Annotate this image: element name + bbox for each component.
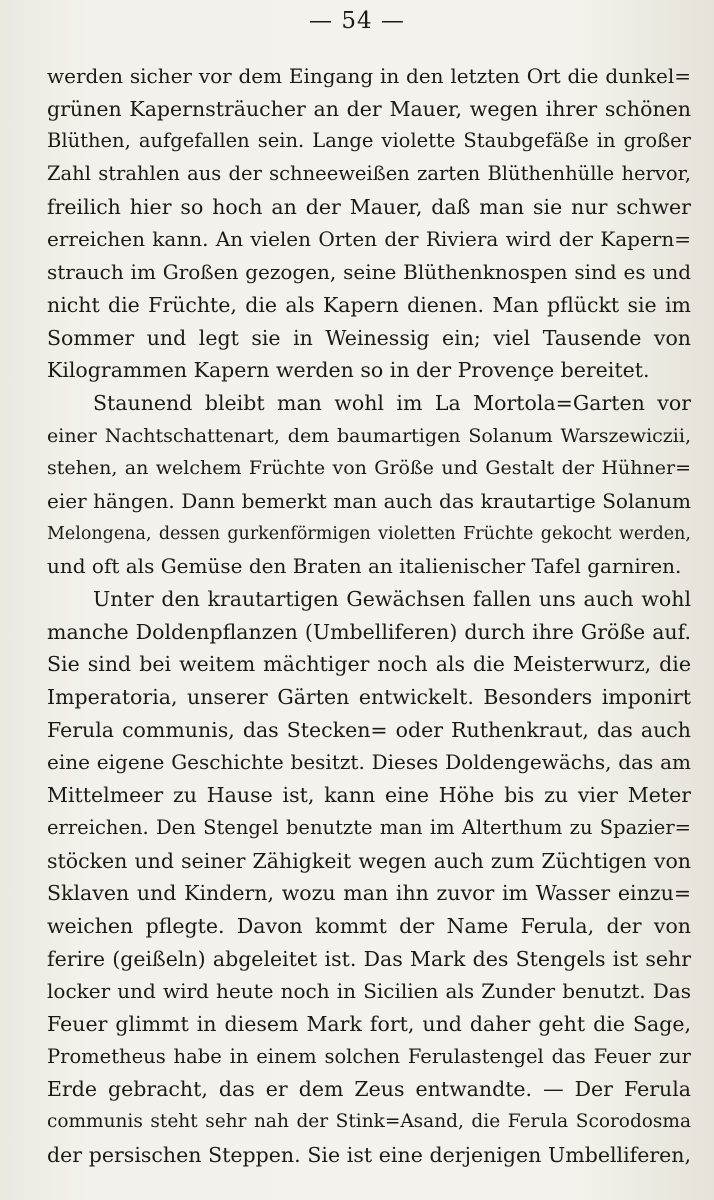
paragraph-ferula bbox=[47, 583, 691, 1171]
text-line: freilich hier so hoch an der Mauer, daß man sie nur schwer bbox=[47, 194, 691, 219]
text-line: strauch im Großen gezogen, seine Blüthenknospen sind es und bbox=[47, 260, 691, 285]
text-line: Unter den krautartigen Gewächsen fallen uns auch wohl bbox=[93, 587, 691, 611]
text-line: Staunend bleibt man wohl im La Mortola=Garten vor bbox=[93, 390, 691, 415]
text-line: Mittelmeer zu Hause ist, kann eine Höhe bis zu vier Meter bbox=[47, 783, 691, 808]
text-line: Zahl strahlen aus der schneeweißen zarten Blüthenhülle hervor, bbox=[47, 162, 691, 186]
text-line: grünen Kapernsträucher an der Mauer, wegen ihrer schönen bbox=[47, 96, 691, 121]
text-line: erreichen kann. An vielen Orten der Riviera wird der Kapern= bbox=[47, 227, 691, 252]
text-line: Melongena, dessen gurkenförmigen violetten Früchte gekocht werden, bbox=[47, 523, 691, 544]
text-line: eine eigene Geschichte besitzt. Dieses Doldengewächs, das am bbox=[47, 750, 691, 775]
text-line: der persischen Steppen. Sie ist eine derjenigen Umbelliferen, bbox=[47, 1142, 691, 1167]
text-line: Sie sind bei weitem mächtiger noch als die Meisterwurz, die bbox=[47, 652, 691, 677]
paragraph-solanum bbox=[47, 387, 691, 583]
text-line: werden sicher vor dem Eingang in den letzten Ort die dunkel= bbox=[47, 64, 691, 88]
text-line: manche Doldenpflanzen (Umbelliferen) durch ihre Größe auf. bbox=[47, 619, 691, 644]
text-line: Ferula communis, das Stecken= oder Ruthenkraut, das auch bbox=[47, 717, 691, 742]
text-line: Imperatoria, unserer Gärten entwickelt. Besonders imponirt bbox=[47, 685, 691, 710]
text-line: Kilogrammen Kapern werden so in der Provençe bereitet. bbox=[47, 358, 650, 383]
text-line: Blüthen, aufgefallen sein. Lange violette Staubgefäße in großer bbox=[47, 129, 691, 153]
text-line: eier hängen. Dann bemerkt man auch das krautartige Solanum bbox=[47, 488, 691, 513]
text-line: Sklaven und Kindern, wozu man ihn zuvor im Wasser einzu= bbox=[47, 881, 691, 906]
text-line: und oft als Gemüse den Braten an italienischer Tafel garniren. bbox=[47, 554, 682, 579]
text-line: ferire (geißeln) abgeleitet ist. Das Mark des Stengels ist sehr bbox=[47, 946, 691, 971]
text-line: erreichen. Den Stengel benutzte man im Alterthum zu Spazier= bbox=[47, 815, 691, 839]
text-line: Erde gebracht, das er dem Zeus entwandte. — Der Ferula bbox=[47, 1077, 691, 1102]
text-line: communis steht sehr nah der Stink=Asand, die Ferula Scorodosma bbox=[47, 1111, 691, 1132]
text-line: Feuer glimmt in diesem Mark fort, und daher geht die Sage, bbox=[47, 1011, 691, 1036]
text-line: stöcken und seiner Zähigkeit wegen auch zum Züchtigen von bbox=[47, 848, 691, 873]
text-line: nicht die Früchte, die als Kapern dienen. Man pflückt sie im bbox=[47, 292, 691, 317]
text-line: Sommer und legt sie in Weinessig ein; viel Tausende von bbox=[47, 325, 691, 350]
text-line: Prometheus habe in einem solchen Ferulastengel das Feuer zur bbox=[47, 1044, 691, 1068]
text-line: weichen pflegte. Davon kommt der Name Ferula, der von bbox=[47, 913, 691, 938]
paragraph-capers bbox=[47, 60, 691, 387]
text-line: stehen, an welchem Früchte von Größe und Gestalt der Hühner= bbox=[47, 457, 691, 480]
body-text bbox=[47, 60, 691, 1171]
text-line: locker und wird heute noch in Sicilien als Zunder benutzt. Das bbox=[47, 979, 691, 1004]
text-line: einer Nachtschattenart, dem baumartigen Solanum Warszewiczii, bbox=[47, 424, 691, 447]
page-number: — 54 — bbox=[309, 8, 405, 34]
